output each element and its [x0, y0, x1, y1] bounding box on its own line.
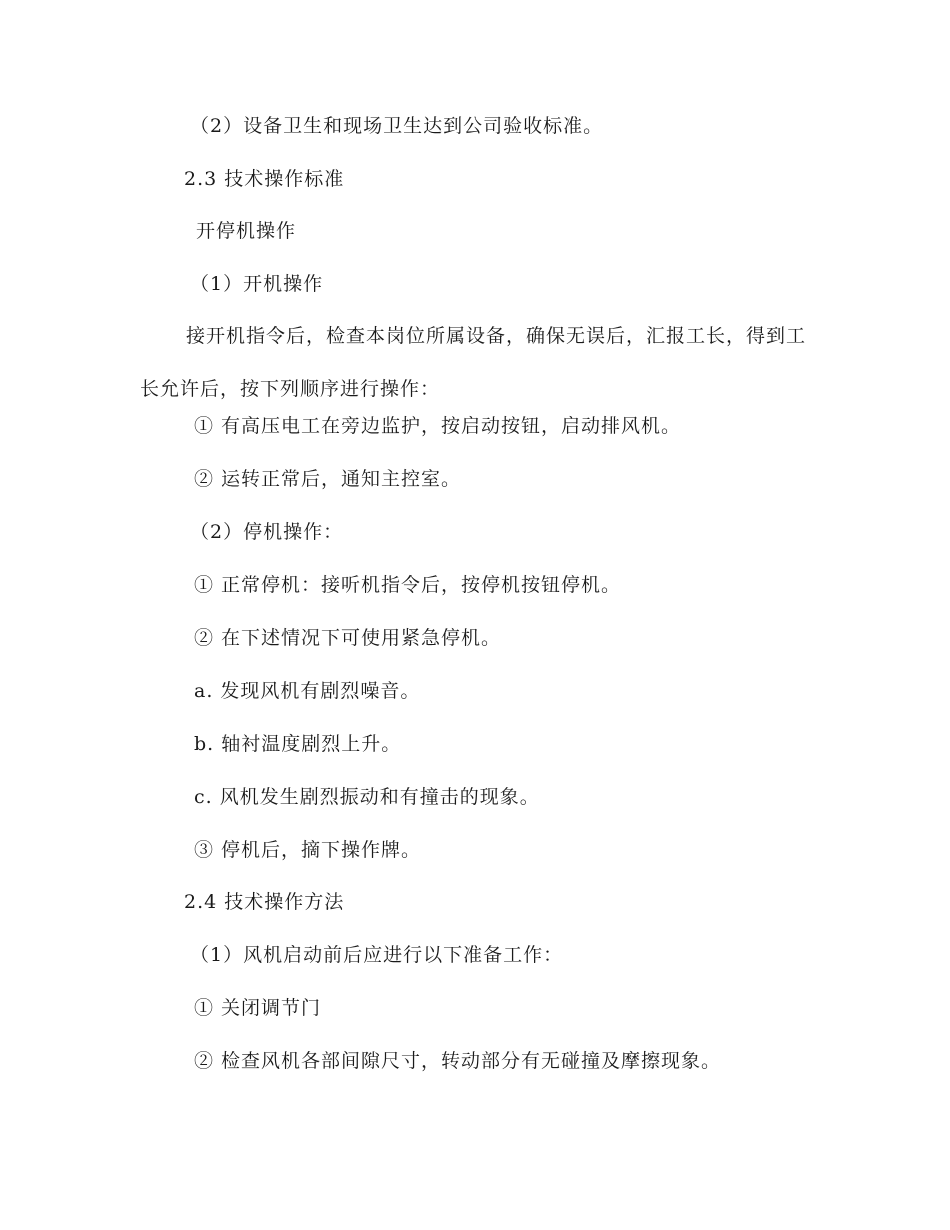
text-line-start-operation: （1）开机操作	[190, 273, 324, 295]
list-item-normal-stop: ① 正常停机：接听机指令后，按停机按钮停机。	[194, 574, 622, 596]
list-item-c: c. 风机发生剧烈振动和有撞击的现象。	[194, 786, 540, 808]
list-item-b: b. 轴衬温度剧烈上升。	[194, 733, 402, 755]
text-line-stop-operation: （2）停机操作：	[190, 521, 344, 543]
list-item-emergency-stop: ② 在下述情况下可使用紧急停机。	[194, 627, 502, 649]
list-item-a: a. 发现风机有剧烈噪音。	[194, 680, 421, 702]
subheading-start-stop: 开停机操作	[196, 220, 297, 242]
section-heading-2-4: 2.4 技术操作方法	[184, 891, 345, 913]
section-heading-2-3: 2.3 技术操作标准	[184, 168, 345, 190]
text-line-prep-work: （1）风机启动前后应进行以下准备工作：	[190, 944, 564, 966]
list-item-close-damper: ① 关闭调节门	[194, 997, 322, 1019]
list-item-1: ① 有高压电工在旁边监护，按启动按钮，启动排风机。	[194, 415, 682, 437]
list-item-3: ③ 停机后，摘下操作牌。	[194, 839, 422, 861]
list-item-2: ② 运转正常后，通知主控室。	[194, 468, 462, 490]
text-line-1: （2）设备卫生和现场卫生达到公司验收标准。	[190, 115, 604, 137]
paragraph-start-instructions: 接开机指令后，检查本岗位所属设备，确保无误后，汇报工长，得到工长允许后，按下列顺序进行操作：	[140, 325, 807, 400]
list-item-check-clearance: ② 检查风机各部间隙尺寸，转动部分有无碰撞及摩擦现象。	[194, 1050, 722, 1072]
